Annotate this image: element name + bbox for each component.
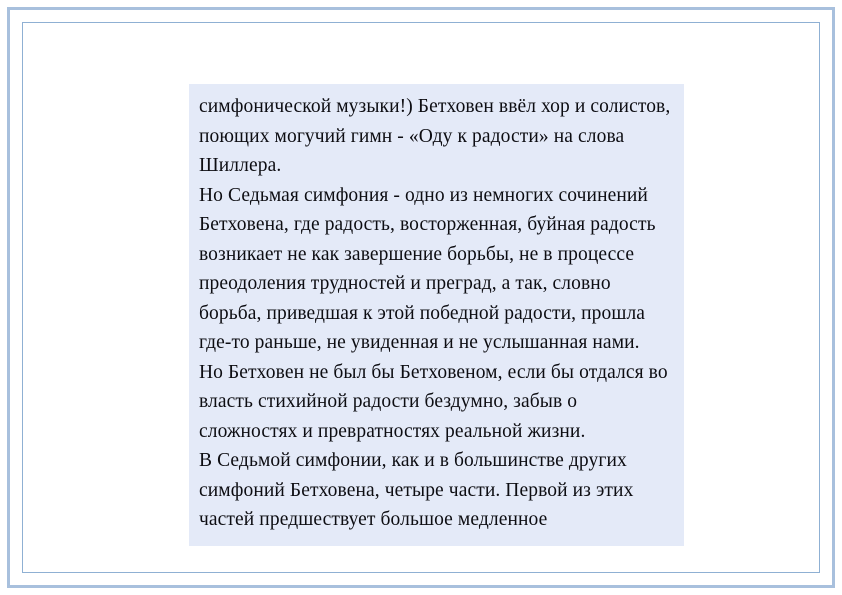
paragraph-2: Но Седьмая симфония - одно из немногих сочинений Бетховена, где радость, восторженная, буйная радость возникает не как завершение борьбы, не в процессе преодоления трудностей и преград, а так, словно борьба, приведшая к этой победной радости, прошла где-то раньше, не увиденная и не услышанная нами. bbox=[199, 184, 656, 353]
paragraph-1: симфонической музыки!) Бетховен ввёл хор и солистов, поющих могучий гимн - «Оду к радости» на слова Шиллера. bbox=[199, 96, 671, 176]
paragraph-4: В Седьмой симфонии, как и в большинстве других симфоний Бетховена, четыре части. Первой из этих частей предшествует большое медленное bbox=[199, 450, 634, 530]
paragraph-3: Но Бетховен не был бы Бетховеном, если бы отдался во власть стихийной радости бездумно, забыв о сложностях и превратностях реальной жизни. bbox=[199, 361, 668, 442]
text-content-panel bbox=[189, 84, 684, 546]
